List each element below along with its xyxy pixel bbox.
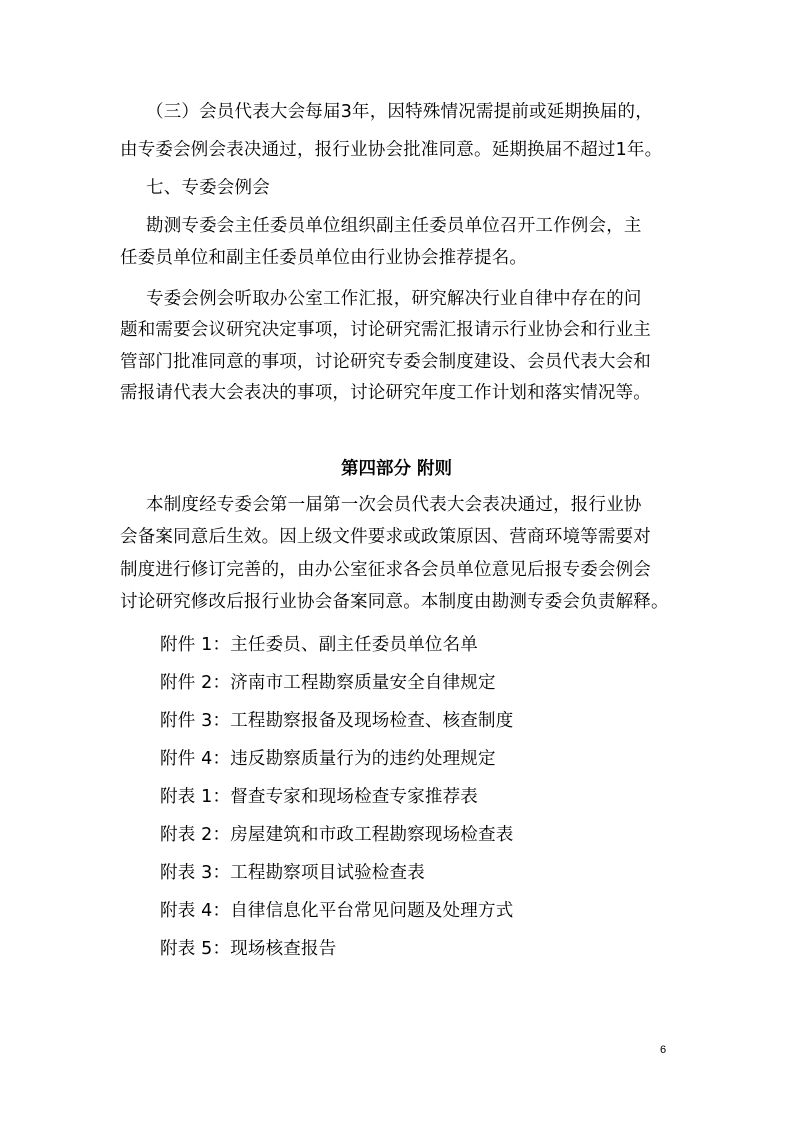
attachment-item: 附表 4：自律信息化平台常见问题及处理方式 <box>160 901 514 921</box>
part4-para-line2: 会备案同意后生效。因上级文件要求或政策原因、营商环境等需要对 <box>120 527 651 547</box>
attachment-item: 附件 2：济南市工程勘察质量安全自律规定 <box>160 673 496 693</box>
section3-item3-line1: （三）会员代表大会每届3年，因特殊情况需提前或延期换届的， <box>146 102 653 122</box>
page-number: 6 <box>660 1044 667 1056</box>
section3-item3-line2: 由专委会例会表决通过，报行业协会批准同意。延期换届不超过1年。 <box>120 140 663 160</box>
attachment-item: 附件 3：工程勘察报备及现场检查、核查制度 <box>160 711 514 731</box>
attachment-item: 附件 4：违反勘察质量行为的违约处理规定 <box>160 749 496 769</box>
attachment-item: 附表 3：工程勘察项目试验检查表 <box>160 863 425 883</box>
section7-para1-line1: 勘测专委会主任委员单位组织副主任委员单位召开工作例会，主 <box>146 216 642 236</box>
section7-para2-line4: 需报请代表大会表决的事项，讨论研究年度工作计划和落实情况等。 <box>120 383 651 403</box>
section7-title: 七、专委会例会 <box>146 178 270 198</box>
section7-para2-line1: 专委会例会听取办公室工作汇报，研究解决行业自律中存在的问 <box>146 289 642 309</box>
attachment-item: 附表 5：现场核查报告 <box>160 939 337 959</box>
attachment-item: 附表 2：房屋建筑和市政工程勘察现场检查表 <box>160 825 514 845</box>
section7-para2-line2: 题和需要会议研究决定事项，讨论研究需汇报请示行业协会和行业主 <box>120 320 651 340</box>
attachment-item: 附件 1：主任委员、副主任委员单位名单 <box>160 635 478 655</box>
part4-para-line3: 制度进行修订完善的，由办公室征求各会员单位意见后报专委会例会 <box>120 560 651 580</box>
part4-para-line1: 本制度经专委会第一届第一次会员代表大会表决通过，报行业协 <box>146 495 642 515</box>
section7-para2-line3: 管部门批准同意的事项，讨论研究专委会制度建设、会员代表大会和 <box>120 352 651 372</box>
part4-heading: 第四部分 附则 <box>340 459 453 479</box>
section7-para1-line2: 任委员单位和副主任委员单位由行业协会推荐提名。 <box>120 248 528 268</box>
attachment-item: 附表 1：督查专家和现场检查专家推荐表 <box>160 787 478 807</box>
part4-para-line4: 讨论研究修改后报行业协会备案同意。本制度由勘测专委会负责解释。 <box>120 592 669 612</box>
